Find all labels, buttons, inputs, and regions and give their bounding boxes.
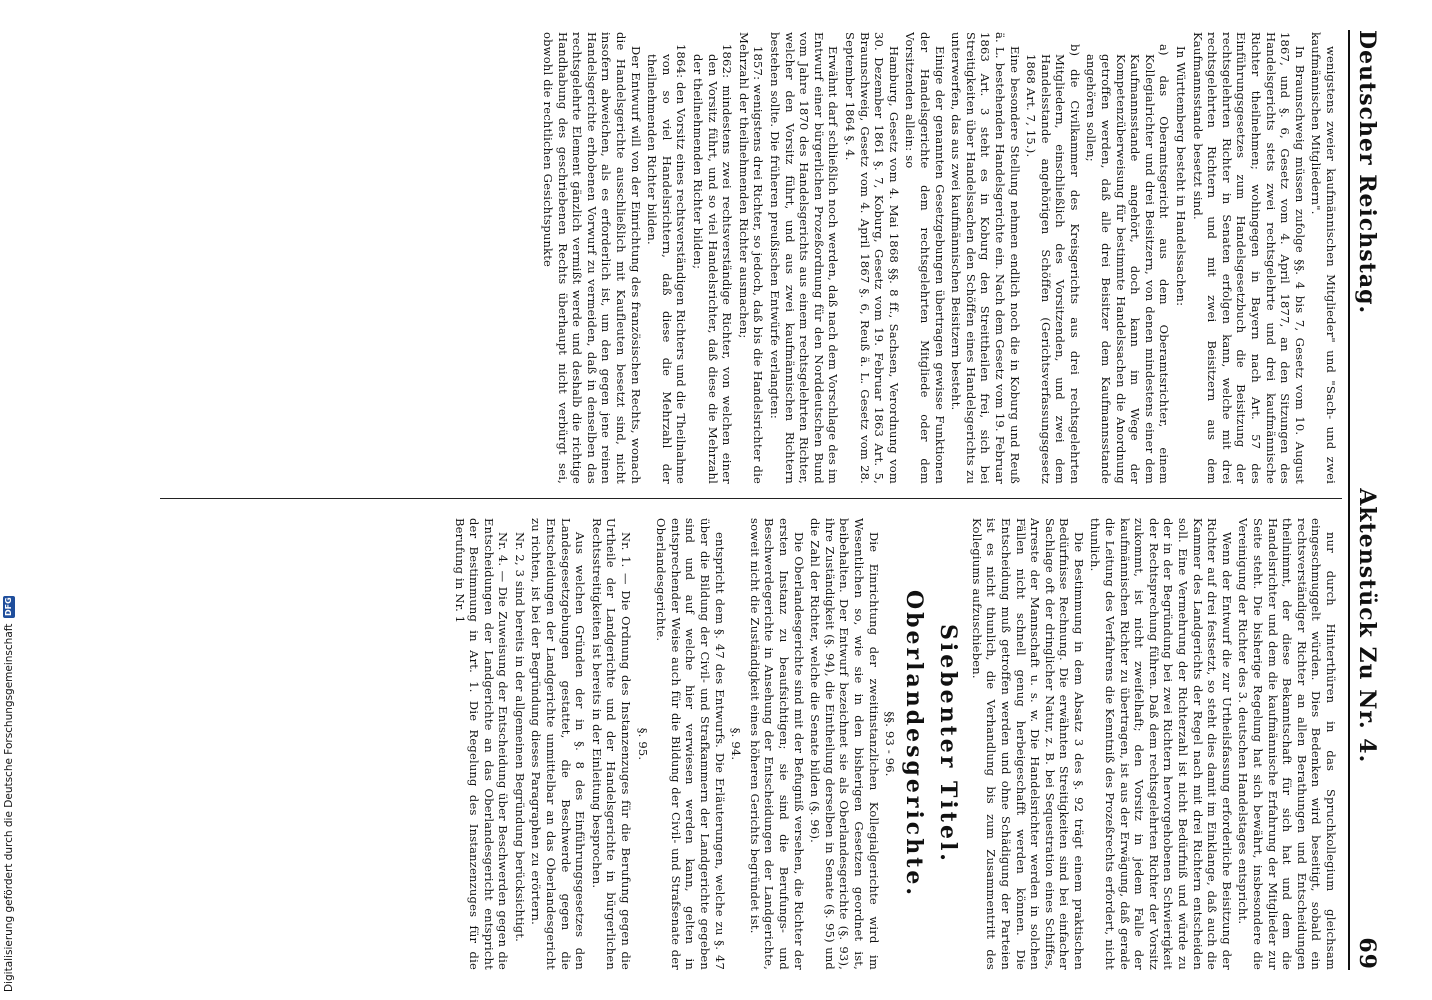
section-heading: §. 94. <box>729 727 744 761</box>
digitization-credit-strip <box>0 0 18 1000</box>
paragraph: Die Bestimmung in dem Absatz 3 des §. 92 trägt einem praktischen Bedürfnisse Rechnung. Die erwähnten Streitigkeiten sind bei einfacher Sachlage oft der dringlicher Natur, z. B. bei Sequestration eines Schiffes, Arreste der Mannschaft u. s. w. Die Handelsrichter werden in solchen Fällen nicht schnell genug herbeigeschafft werden können. Die Entscheidung muß getroffen werden und ohne Schädigung der Parteien ist es nicht thunlich, die Verhandlung bis zum Zusammentritt des Kollegiums aufzuschieben. <box>969 518 1086 970</box>
rotated-sheet <box>140 0 1402 1000</box>
dfg-logo-icon: DFG <box>4 597 13 616</box>
digitization-credit <box>0 0 18 1000</box>
paragraph: entspricht dem §. 47 des Entwurfs. Die Erläuterungen, welche zu §. 47 über die Bildung der Civil- und Strafkammern der Landgerichte gegeben sind und auf welche hier verwiesen werden kann, gelten in entsprechender Weise auch für die Bildung der Civil- und Strafsenate der Oberlandesgerichte. <box>654 518 727 970</box>
list-item: a) das Oberamtsgericht aus dem Oberamtsrichter, einem Kollegialrichter und drei Beisitzern, von denen mindestens einer dem Kaufmannsstande angehört, doch kann im Wege der Kompetenzüberweisung für bestimmte Handelssachen die Anordnung getroffen werden, daß alle drei Beisitzer dem Kaufmannsstande angehören sollen; <box>1084 44 1172 484</box>
list-item: b) die Civilkammer des Kreisgerichts aus drei rechtsgelehrten Mitgliedern, einschließlich des Vorsitzenden, und zwei dem Handelsstande angehörigen Schöffen (Gerichtsverfassungsgesetz 1868 Art. 7, 15.). <box>1024 44 1082 484</box>
right-text-column <box>160 518 1338 970</box>
section-heading: §§. 93 - 96. <box>883 711 898 777</box>
list-item: 1864: den Vorsitz eines rechtsverständigen Richters und die Theilnahme von so viel Handelsrichtern, daß diese die Mehrzahl der theilnehmenden Richter bilden. <box>645 44 689 484</box>
list-item: 1862: mindestens zwei rechtsverständige Richter, von welchen einer den Vorsitz führt, und so viel Handelsrichter, daß diese die Mehrzahl der theilnehmenden Richter bilden; <box>691 44 735 484</box>
paragraph: In Braunschweig müssen zufolge §§. 4 bis 7, Gesetz vom 10. August 1867, und §. 6, Gesetz vom 4. April 1877, an den Sitzungen des Handelsgerichts stets zwei rechtsgelehrte und drei kaufmännische Richter theilnehmen; wohingegen in Bayern nach Art. 57 des Einführungsgesetzes zum Handelsgesetzbuch die Beisitzung der rechtsgelehrten Richter in Senaten erfolgen kann, welche mit drei rechtsgelehrten Richtern und mit zwei Beisitzern aus dem Kaufmannsstande besetzt sind. <box>1190 32 1307 484</box>
paragraph: nur durch Hinterthüren in das Spruchkollegium gleichsam eingeschmuggelt würden. Dies Bedenken wird beseitigt, sobald ein rechtsverständiger Richter an allen Berathungen und Entscheidungen theilnimmt, der diese Bekanntschaft für sich hat und dem die Handelsrichter und dem die kaufmännische Erfahrung der Mitglieder zur Seite steht. Die bisherige Regelung hat sich bewährt, insbesondere die Vereinigung der Richter des 3. deutschen Handelstages entspricht. <box>1236 518 1338 970</box>
paragraph: Nr. 4. — Die Zuweisung der Entscheidung über Beschwerden gegen die Entscheidungen der Landgerichte an das Oberlandesgericht entspricht der Bestimmung in Art. 1. Die Regelung des Instanzenzuges für die Berufung in Nr. 1 <box>452 518 511 970</box>
header-left-title: Deutscher Reichstag. <box>1354 30 1380 315</box>
footer-credit-text: Digitalisierung gefördert durch die Deutsche Forschungsgemeinschaft <box>3 623 15 992</box>
header-center-title: Aktenstück Zu Nr. 4. <box>1354 488 1380 764</box>
paragraph: Einige der genannten Gesetzgebungen übertragen gewisse Funktionen der Handelsgerichte dem rechtsgelehrten Mitgliede oder dem Vorsitzenden allein: so <box>903 32 947 484</box>
column-divider <box>160 498 1342 499</box>
paragraph: Wenn der Entwurf die zur Urtheilsfassung erforderliche Beisitzung der Richter auf drei festsetzt, so steht dies damit im Einklange, daß auch die Kammer des Landgerichts der Regel nach mit drei Richtern entscheiden soll. Eine Vermehrung der Richterzahl ist nicht Bedürfniß und würde zu der in der Begründung bei zwei Richtern hervorgehobenen Schwierigkeit der Rechtsprechung führen. Daß dem rechtsgelehrten Richter der Vorsitz zukommt, ist nicht zweifelhaft; den Vorsitz in jedem Falle der kaufmännischen Richter zu übertragen, ist aus der Erwägung, daß gerade die Leitung des Verfahrens die Kenntniß des Prozeßrechts erfordert, nicht thunlich. <box>1088 518 1234 970</box>
section-heading: §. 95. <box>635 727 650 761</box>
paragraph: Der Entwurf will von der Einrichtung des französischen Rechts, wonach die Handelsgerichte ausschließlich mit Kaufleuten besetzt sind, nicht insofern abweichen, als es erforderlich ist, um den gegen jene reinen Handelsgerichte erhobenen Vorwurf zu vermeiden, daß in denselben das rechtsgelehrte Element gänzlich vermißt werde und deshalb die richtige Handhabung des geschriebenen Rechts überhaupt nicht verbürgt sei, obwohl die rechtlichen Gesichtspunkte <box>541 32 643 484</box>
paragraph: In Württemberg besteht in Handelssachen: <box>1174 46 1189 307</box>
paragraph: Die Einrichtung der zweitinstanzlichen Kollegialgerichte wird im Wesentlichen so, wie sie in den bisherigen Gesetzen geordnet ist, beibehalten. Der Entwurf bezeichnet sie als Oberlandesgerichte (§. 93), ihre Zuständigkeit (§. 94), die Eintheilung derselben in Senate (§. 95) und die Zahl der Richter, welche die Senate bilden (§. 96). <box>808 518 881 970</box>
page-number: 69 <box>1354 937 1380 970</box>
paragraph: Nr. 2, 3 sind bereits in der allgemeinen Begründung berücksichtigt. <box>512 532 527 943</box>
left-text-column <box>160 32 1338 484</box>
title-heading: Siebenter Titel. <box>935 624 962 864</box>
running-header <box>1348 30 1382 970</box>
title-heading: Oberlandesgerichte. <box>901 589 928 899</box>
paragraph: 1857: wenigstens drei Richter, so jedoch, daß bis die Handelsrichter die Mehrzahl der theilnehmenden Richter ausmachen; <box>736 32 766 484</box>
paragraph: wenigstens zweier kaufmännischen Mitglieder" und "Sach- und zwei kaufmännischen Mitgliedern". <box>1309 32 1338 484</box>
paragraph: Hamburg, Gesetz vom 4. Mai 1868 §§. 8 ff., Sachsen, Verordnung vom 30. Dezember 1861 §. 7, Koburg, Gesetz vom 19. Februar 1863 Art. 5, Braunschweig, Gesetz vom 4. April 1867 §. 6, Reuß ä. L. Gesetz vom 28. September 1864 §. 4. <box>843 32 901 484</box>
paragraph: Eine besondere Stellung nehmen endlich noch die in Koburg und Reuß ä. L. bestehenden Handelsgerichte ein. Nach dem Gesetz vom 19. Februar 1863 Art. 3 steht es in Koburg den Streittheilen frei, sich bei Streitigkeiten über Handelssachen den Schöffen eines Handelsgerichts zu unterwerfen, das aus zwei kaufmännischen Beisitzern besteht. <box>949 32 1022 484</box>
paragraph: Die Oberlandesgerichte sind mit der Befugniß versehen, die Richter der ersten Instanz zu beaufsichtigen; sie sind die Berufungs- und Beschwerdegerichte in Ansehung der Entscheidungen der Landgerichte, soweit nicht die Zuständigkeit eines höheren Gerichts begründet ist. <box>747 518 806 970</box>
paragraph: Aus welchen Gründen der in §. 8 des Einführungsgesetzes den Landesgesetzgebungen gestattet, die Beschwerde gegen die Entscheidungen der Landgerichte unmittelbar an das Oberlandesgericht zu richten, ist bei der Begründung dieses Paragraphen zu erörtern. <box>529 518 588 970</box>
paragraph: Nr. 1. — Die Ordnung des Instanzenzuges für die Berufung gegen die Urtheile der Landgerichte und der Handelsgerichte in bürgerlichen Rechtsstreitigkeiten ist bereits in der Einleitung besprochen. <box>589 518 634 970</box>
paragraph: Erwähnt darf schließlich noch werden, daß nach dem Vorschlage des im Entwurf einer bürgerlichen Prozeßordnung für den Norddeutschen Bund vom Jahre 1870 des Handelsgerichts aus einem rechtsgelehrten Richter, welcher den Vorsitz führt, und aus zwei kaufmännischen Richtern bestehen sollte. Die früheren preußischen Entwürfe verlangten: <box>768 32 841 484</box>
